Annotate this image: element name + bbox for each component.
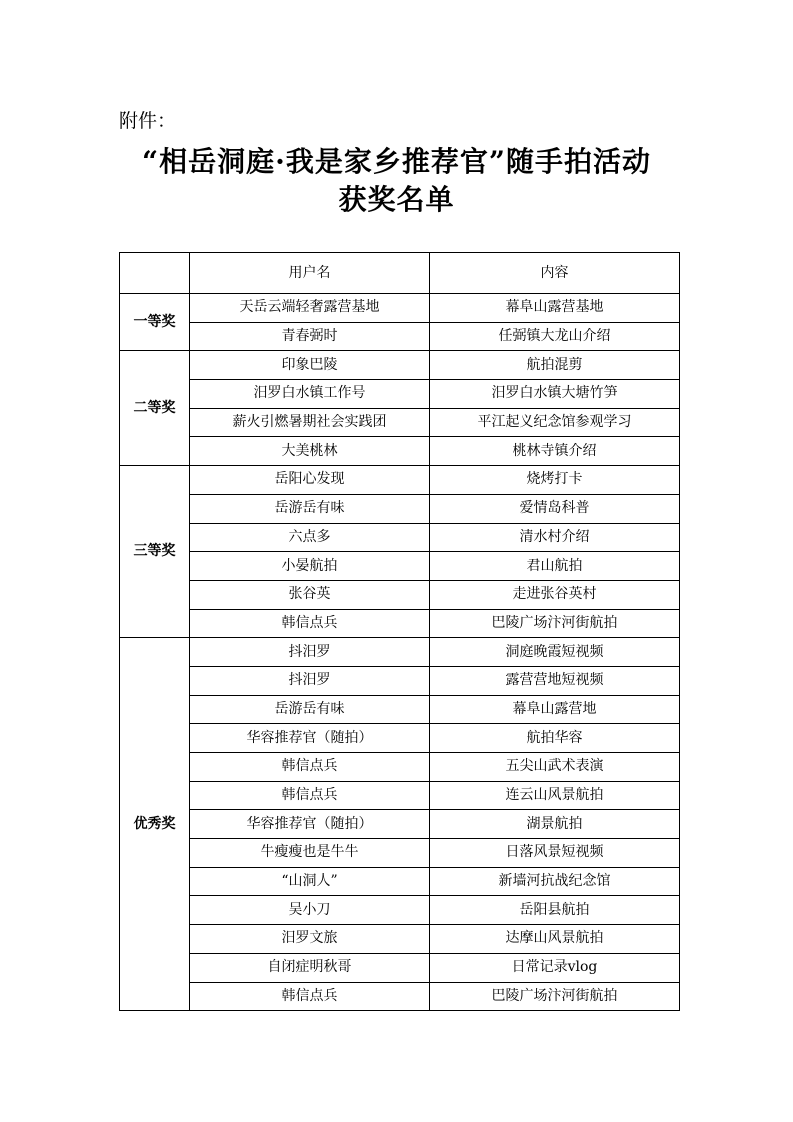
- header-cell-username: 用户名: [190, 253, 430, 294]
- content-cell: 任弼镇大龙山介绍: [430, 322, 680, 351]
- table-row: [120, 953, 680, 982]
- table-row: [120, 695, 680, 724]
- username-cell: 岳阳心发现: [190, 466, 430, 495]
- username-cell: 汨罗白水镇工作号: [190, 380, 430, 409]
- header-cell-content: 内容: [430, 253, 680, 294]
- prize-level-cell: 优秀奖: [120, 638, 190, 1011]
- table-header-row: [120, 253, 680, 294]
- username-cell: 华容推荐官（随拍）: [190, 810, 430, 839]
- document-title-line2: 获奖名单: [338, 183, 455, 216]
- table-row: [120, 839, 680, 868]
- prize-level-cell: 一等奖: [120, 294, 190, 351]
- username-cell: 天岳云端轻奢露营基地: [190, 294, 430, 323]
- username-cell: 小晏航拍: [190, 552, 430, 581]
- table-row: [120, 982, 680, 1011]
- username-cell: 韩信点兵: [190, 753, 430, 782]
- content-cell: 连云山风景航拍: [430, 781, 680, 810]
- username-cell: 青春弼时: [190, 322, 430, 351]
- table-row: [120, 781, 680, 810]
- username-cell: 吴小刀: [190, 896, 430, 925]
- username-cell: 华容推荐官（随拍）: [190, 724, 430, 753]
- table-row: [120, 666, 680, 695]
- table-row: [120, 523, 680, 552]
- content-cell: 岳阳县航拍: [430, 896, 680, 925]
- table-row: [120, 609, 680, 638]
- content-cell: 五尖山武术表演: [430, 753, 680, 782]
- award-table-body: [120, 253, 680, 1011]
- table-row: [120, 351, 680, 380]
- username-cell: 大美桃林: [190, 437, 430, 466]
- username-cell: 韩信点兵: [190, 982, 430, 1011]
- table-row: [120, 867, 680, 896]
- username-cell: 抖汨罗: [190, 666, 430, 695]
- award-table: [119, 252, 680, 1011]
- content-cell: 走进张谷英村: [430, 580, 680, 609]
- table-row: [120, 810, 680, 839]
- username-cell: 岳游岳有味: [190, 695, 430, 724]
- content-cell: 桃林寺镇介绍: [430, 437, 680, 466]
- content-cell: 日落风景短视频: [430, 839, 680, 868]
- username-cell: 牛瘦瘦也是牛牛: [190, 839, 430, 868]
- table-row: [120, 294, 680, 323]
- content-cell: 君山航拍: [430, 552, 680, 581]
- table-row: [120, 322, 680, 351]
- content-cell: 幕阜山露营地: [430, 695, 680, 724]
- content-cell: 露营营地短视频: [430, 666, 680, 695]
- table-row: [120, 437, 680, 466]
- content-cell: 汨罗白水镇大塘竹笋: [430, 380, 680, 409]
- username-cell: 印象巴陵: [190, 351, 430, 380]
- username-cell: 韩信点兵: [190, 781, 430, 810]
- table-row: [120, 925, 680, 954]
- username-cell: 六点多: [190, 523, 430, 552]
- content-cell: 湖景航拍: [430, 810, 680, 839]
- content-cell: 烧烤打卡: [430, 466, 680, 495]
- username-cell: 薪火引燃暑期社会实践团: [190, 408, 430, 437]
- content-cell: 巴陵广场汴河街航拍: [430, 609, 680, 638]
- content-cell: 平江起义纪念馆参观学习: [430, 408, 680, 437]
- content-cell: 巴陵广场汴河街航拍: [430, 982, 680, 1011]
- prize-level-cell: 二等奖: [120, 351, 190, 466]
- table-row: [120, 494, 680, 523]
- username-cell: 张谷英: [190, 580, 430, 609]
- content-cell: 达摩山风景航拍: [430, 925, 680, 954]
- attachment-label: 附件：: [119, 110, 177, 132]
- table-row: [120, 724, 680, 753]
- table-row: [120, 552, 680, 581]
- document-title: “相岳洞庭·我是家乡推荐官”随手拍活动: [142, 145, 651, 178]
- username-cell: 自闭症明秋哥: [190, 953, 430, 982]
- content-cell: 爱情岛科普: [430, 494, 680, 523]
- content-cell: 航拍华容: [430, 724, 680, 753]
- username-cell: 韩信点兵: [190, 609, 430, 638]
- content-cell: 清水村介绍: [430, 523, 680, 552]
- content-cell: 新墙河抗战纪念馆: [430, 867, 680, 896]
- username-cell: 汨罗文旅: [190, 925, 430, 954]
- table-row: [120, 896, 680, 925]
- table-row: [120, 408, 680, 437]
- username-cell: 岳游岳有味: [190, 494, 430, 523]
- prize-level-cell: 三等奖: [120, 466, 190, 638]
- table-row: [120, 466, 680, 495]
- username-cell: 抖汨罗: [190, 638, 430, 667]
- table-row: [120, 580, 680, 609]
- table-row: [120, 753, 680, 782]
- content-cell: 幕阜山露营基地: [430, 294, 680, 323]
- table-row: [120, 380, 680, 409]
- content-cell: 洞庭晚霞短视频: [430, 638, 680, 667]
- header-cell-prize: [120, 253, 190, 294]
- table-row: [120, 638, 680, 667]
- content-cell: 航拍混剪: [430, 351, 680, 380]
- content-cell: 日常记录vlog: [430, 953, 680, 982]
- username-cell: “山洞人”: [190, 867, 430, 896]
